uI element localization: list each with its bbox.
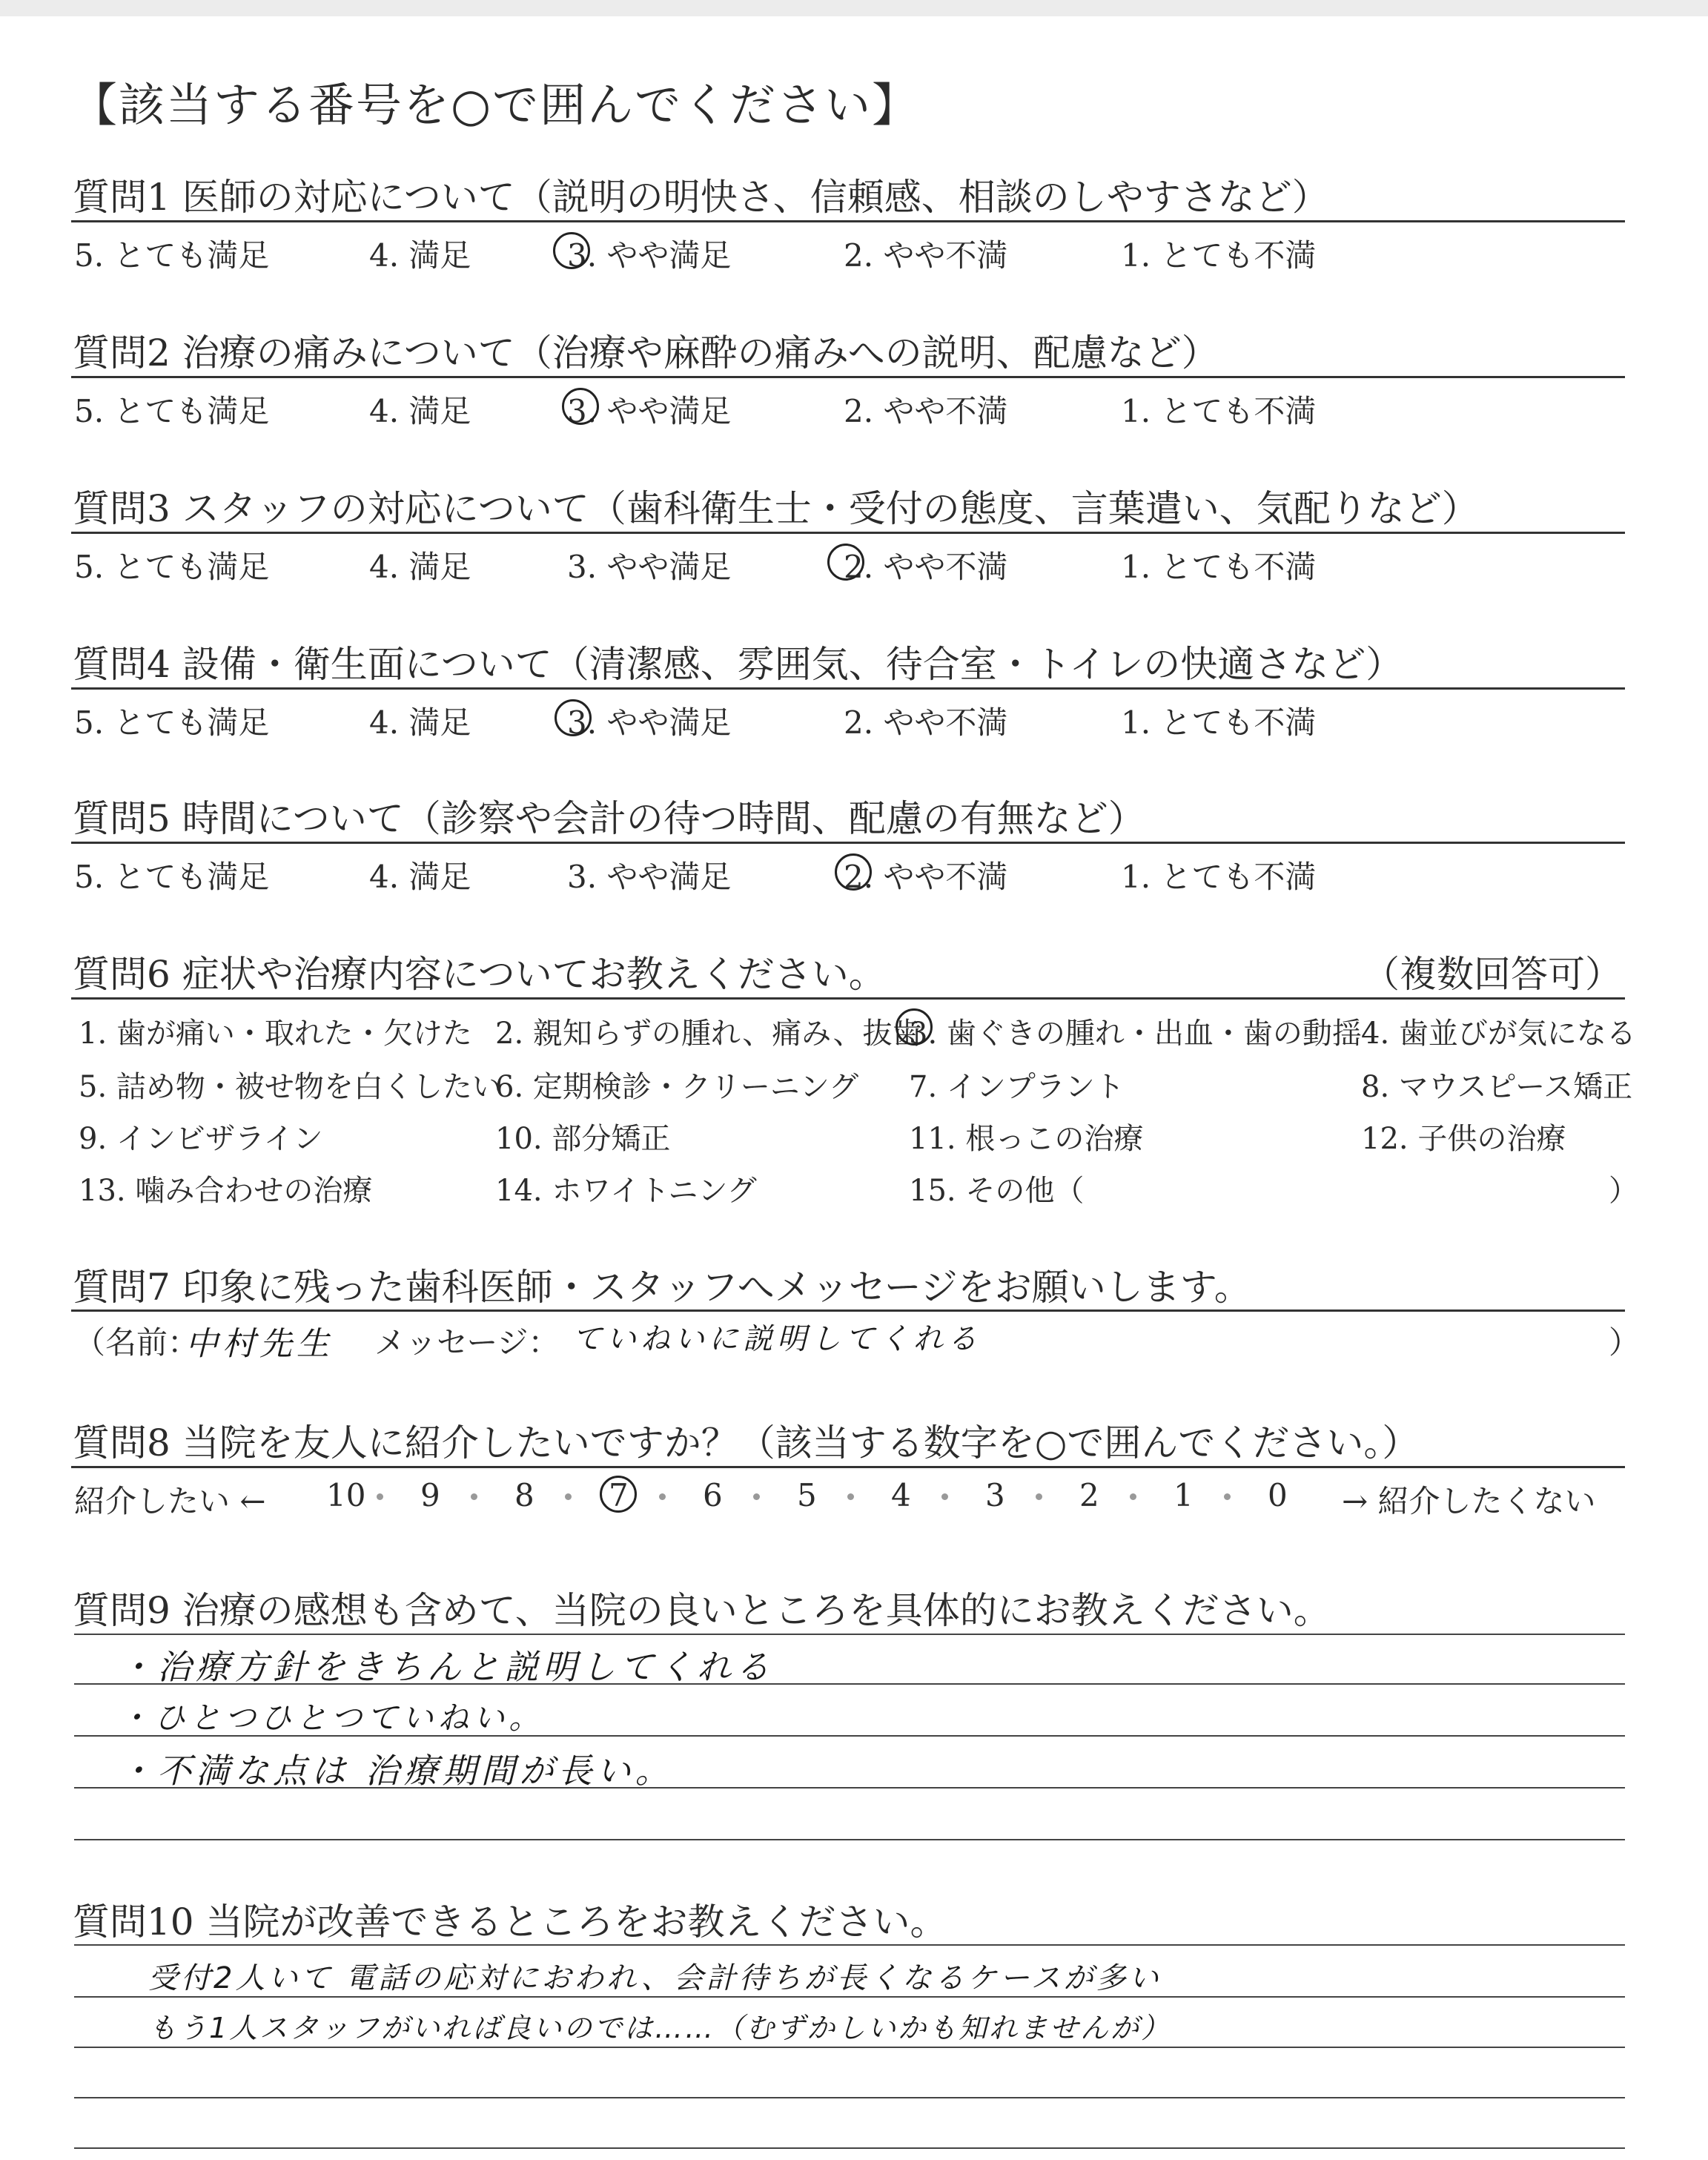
question-8-title: 質問8 当院を友人に紹介したいですか？（該当する数字を○で囲んでください。） — [73, 1421, 1420, 1464]
q6-item-6[interactable]: 6. 定期検診・クリーニング — [495, 1070, 859, 1104]
q6-item-15-close: ） — [1609, 1174, 1638, 1208]
q10-rule-4 — [74, 2097, 1625, 2098]
question-7-title: 質問7 印象に残った歯科医師・スタッフへメッセージをお願いします。 — [73, 1266, 1251, 1309]
q8-separator-dot — [1036, 1493, 1042, 1500]
q8-scale-value-2[interactable]: 2 — [1079, 1477, 1099, 1513]
q7-message-label: メッセージ： — [374, 1324, 560, 1361]
q7-close-paren: ） — [1609, 1324, 1641, 1361]
q5-option-3[interactable]: 3. やや満足 — [567, 859, 732, 895]
scan-top-edge — [0, 0, 1708, 16]
q10-rule-1 — [74, 1944, 1625, 1946]
q8-left-label: 紹介したい ← — [74, 1483, 266, 1519]
q2-selection-circle — [562, 388, 599, 425]
q8-scale-value-3[interactable]: 3 — [985, 1477, 1005, 1513]
q6-item-2[interactable]: 2. 親知らずの腫れ、痛み、抜歯 — [495, 1017, 922, 1051]
q3-option-2[interactable]: 2. やや不満 — [844, 549, 1008, 585]
question-9-title: 質問9 治療の感想も含めて、当院の良いところを具体的にお教えください。 — [73, 1589, 1331, 1632]
q5-option-5[interactable]: 5. とても満足 — [74, 859, 270, 895]
q8-selection-circle — [600, 1476, 637, 1513]
q6-item-7[interactable]: 7. インプラント — [909, 1070, 1125, 1104]
q5-option-2[interactable]: 2. やや不満 — [844, 859, 1008, 895]
q1-option-1[interactable]: 1. とても不満 — [1121, 237, 1317, 274]
q8-separator-dot — [377, 1493, 383, 1500]
q4-selection-circle — [555, 699, 592, 736]
q6-item-4[interactable]: 4. 歯並びが気になる — [1361, 1017, 1636, 1051]
q8-separator-dot — [659, 1493, 666, 1500]
q9-answer-line-3[interactable]: ・不満な点は 治療期間が長い。 — [119, 1751, 674, 1791]
q2-option-4[interactable]: 4. 満足 — [369, 393, 471, 429]
q8-separator-dot — [471, 1493, 477, 1500]
q1-selection-circle — [553, 232, 590, 269]
q8-scale-value-6[interactable]: 6 — [703, 1477, 723, 1513]
q9-rule-1 — [74, 1634, 1625, 1635]
q3-option-3[interactable]: 3. やや満足 — [567, 549, 732, 585]
q8-separator-dot — [753, 1493, 760, 1500]
q8-separator-dot — [1130, 1493, 1136, 1500]
q9-rule-5 — [74, 1839, 1625, 1840]
q7-name-handwritten[interactable]: 中村先生 — [185, 1325, 334, 1363]
q5-option-4[interactable]: 4. 満足 — [369, 859, 471, 895]
question-3-title: 質問3 スタッフの対応について（歯科衛生士・受付の態度、言葉遣い、気配りなど） — [73, 487, 1479, 530]
question-7-rule — [71, 1309, 1625, 1312]
q8-separator-dot — [847, 1493, 854, 1500]
q1-option-4[interactable]: 4. 満足 — [369, 237, 471, 274]
q3-selection-circle — [827, 544, 864, 581]
page-header: 【該当する番号を○で囲んでください】 — [71, 78, 920, 132]
q8-scale-value-10[interactable]: 10 — [326, 1477, 366, 1513]
q3-option-1[interactable]: 1. とても不満 — [1121, 549, 1317, 585]
q8-separator-dot — [565, 1493, 572, 1500]
q6-item-15[interactable]: 15. その他（ — [909, 1174, 1085, 1208]
q8-scale-value-4[interactable]: 4 — [891, 1477, 911, 1513]
q6-item-3[interactable]: 3. 歯ぐきの腫れ・出血・歯の動揺 — [909, 1017, 1362, 1051]
q8-scale-value-7[interactable]: 7 — [609, 1477, 629, 1513]
question-8-rule — [71, 1466, 1625, 1468]
q4-option-5[interactable]: 5. とても満足 — [74, 704, 270, 741]
q8-right-label: → 紹介したくない — [1342, 1483, 1596, 1519]
q8-scale-value-8[interactable]: 8 — [514, 1477, 534, 1513]
q7-message-handwritten[interactable]: ていねいに説明してくれる — [572, 1322, 982, 1356]
question-5-title: 質問5 時間について（診察や会計の待つ時間、配慮の有無など） — [73, 797, 1145, 840]
q8-scale-value-0[interactable]: 0 — [1268, 1477, 1288, 1513]
q6-item-10[interactable]: 10. 部分矯正 — [495, 1122, 671, 1156]
q4-option-1[interactable]: 1. とても不満 — [1121, 704, 1317, 741]
q1-option-2[interactable]: 2. やや不満 — [844, 237, 1008, 274]
q6-item-1[interactable]: 1. 歯が痛い・取れた・欠けた — [79, 1017, 472, 1051]
q6-item-9[interactable]: 9. インビザライン — [79, 1122, 323, 1156]
q4-option-2[interactable]: 2. やや不満 — [844, 704, 1008, 741]
question-6-title: 質問6 症状や治療内容についてお教えください。 — [73, 953, 886, 996]
q9-answer-line-2[interactable]: ・ひとつひとつていねい。 — [119, 1700, 545, 1736]
q1-option-3[interactable]: 3. やや満足 — [567, 237, 732, 274]
q8-scale-value-5[interactable]: 5 — [797, 1477, 817, 1513]
q5-option-1[interactable]: 1. とても不満 — [1121, 859, 1317, 895]
question-5-rule — [71, 842, 1625, 844]
q2-option-1[interactable]: 1. とても不満 — [1121, 393, 1317, 429]
q8-separator-dot — [1224, 1493, 1231, 1500]
q9-answer-line-1[interactable]: ・治療方針をきちんと説明してくれる — [119, 1647, 774, 1687]
q5-selection-circle — [835, 853, 872, 891]
q3-option-4[interactable]: 4. 満足 — [369, 549, 471, 585]
q8-scale-value-1[interactable]: 1 — [1174, 1477, 1194, 1513]
q2-option-2[interactable]: 2. やや不満 — [844, 393, 1008, 429]
question-2-title: 質問2 治療の痛みについて（治療や麻酔の痛みへの説明、配慮など） — [73, 331, 1219, 374]
q4-option-3[interactable]: 3. やや満足 — [567, 704, 732, 741]
q2-option-3[interactable]: 3. やや満足 — [567, 393, 732, 429]
q10-answer-line-1[interactable]: 受付2人いて 電話の応対におわれ、会計待ちが長くなるケースが多い — [148, 1961, 1162, 1995]
question-6-rule — [71, 997, 1625, 1000]
q6-item-14[interactable]: 14. ホワイトニング — [495, 1174, 757, 1208]
q3-option-5[interactable]: 5. とても満足 — [74, 549, 270, 585]
q7-name-label: （名前： — [74, 1324, 199, 1361]
q6-item-11[interactable]: 11. 根っこの治療 — [909, 1122, 1144, 1156]
q6-item-5[interactable]: 5. 詰め物・被せ物を白くしたい — [79, 1070, 502, 1104]
question-1-title: 質問1 医師の対応について（説明の明快さ、信頼感、相談のしやすさなど） — [73, 176, 1329, 219]
q1-option-5[interactable]: 5. とても満足 — [74, 237, 270, 274]
question-3-rule — [71, 532, 1625, 534]
question-4-rule — [71, 687, 1625, 690]
q6-item-13[interactable]: 13. 噛み合わせの治療 — [79, 1174, 373, 1208]
q10-rule-5 — [74, 2147, 1625, 2149]
q4-option-4[interactable]: 4. 満足 — [369, 704, 471, 741]
question-1-rule — [71, 220, 1625, 222]
q10-rule-3 — [74, 2047, 1625, 2048]
q6-selection-circle — [896, 1008, 933, 1046]
question-10-title: 質問10 当院が改善できるところをお教えください。 — [73, 1900, 947, 1943]
q2-option-5[interactable]: 5. とても満足 — [74, 393, 270, 429]
q10-answer-line-2[interactable]: もう1人スタッフがいれば良いのでは……（むずかしいかも知れませんが） — [148, 2012, 1172, 2044]
q8-separator-dot — [941, 1493, 948, 1500]
q8-scale-value-9[interactable]: 9 — [420, 1477, 440, 1513]
q6-item-8[interactable]: 8. マウスピース矯正 — [1361, 1070, 1633, 1104]
question-4-title: 質問4 設備・衛生面について（清潔感、雰囲気、待合室・トイレの快適さなど） — [73, 643, 1403, 686]
question-2-rule — [71, 376, 1625, 378]
question-6-note: （複数回答可） — [1363, 953, 1622, 996]
q6-item-12[interactable]: 12. 子供の治療 — [1361, 1122, 1566, 1156]
